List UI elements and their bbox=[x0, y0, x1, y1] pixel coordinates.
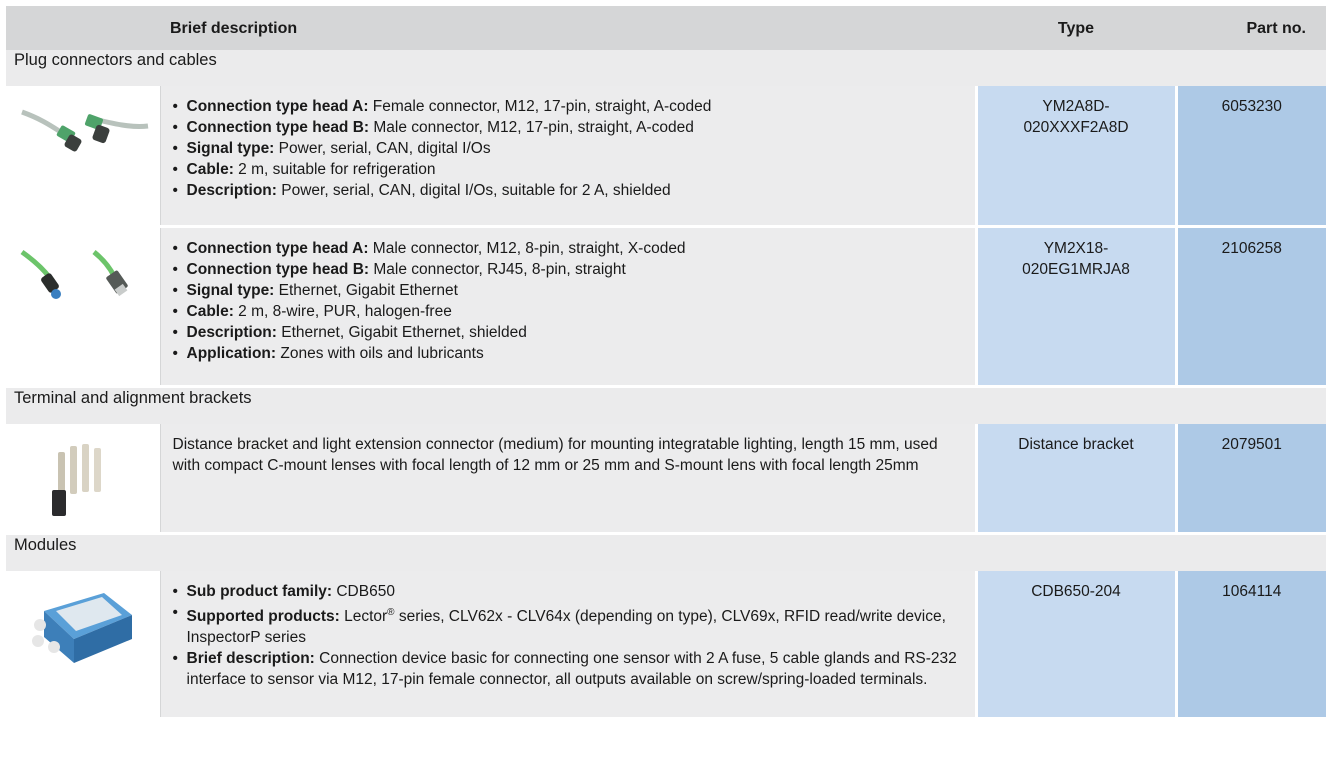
spec-value: 2 m, 8-wire, PUR, halogen-free bbox=[233, 302, 452, 320]
type-code: 020EG1MRJA8 bbox=[1022, 260, 1130, 278]
type-code: CDB650-204 bbox=[1031, 582, 1121, 600]
spec-label: Signal type: bbox=[186, 281, 275, 299]
list-item bbox=[173, 159, 965, 180]
list-item bbox=[173, 180, 965, 201]
list-item bbox=[173, 96, 965, 117]
list-item bbox=[173, 280, 965, 301]
spec-value: Male connector, M12, 8-pin, straight, X-coded bbox=[368, 239, 686, 257]
description-cell bbox=[160, 571, 976, 719]
spec-label: Sub product family: bbox=[186, 582, 333, 600]
header-type: Type bbox=[976, 6, 1176, 50]
type-code: Distance bracket bbox=[1018, 435, 1134, 453]
table-row bbox=[6, 571, 1326, 719]
spec-list bbox=[173, 581, 965, 690]
table-row bbox=[6, 86, 1326, 226]
list-item bbox=[173, 343, 965, 364]
list-item bbox=[173, 301, 965, 322]
list-item bbox=[173, 138, 965, 159]
spec-label: Signal type: bbox=[186, 140, 275, 157]
section-title: Terminal and alignment brackets bbox=[6, 386, 1326, 424]
part-number-cell: 2106258 bbox=[1176, 226, 1326, 386]
section-title: Plug connectors and cables bbox=[6, 50, 1326, 86]
spec-label: Connection type head A: bbox=[186, 98, 369, 115]
type-cell bbox=[976, 571, 1176, 719]
type-code: YM2X18- bbox=[1043, 239, 1109, 257]
type-code: 020XXXF2A8D bbox=[1023, 119, 1129, 136]
spec-label: Connection type head A: bbox=[186, 239, 369, 257]
list-item bbox=[173, 322, 965, 343]
spec-label: Description: bbox=[186, 323, 277, 341]
product-image-cell bbox=[6, 226, 160, 386]
spec-value: Ethernet, Gigabit Ethernet bbox=[274, 281, 458, 299]
description-cell: Distance bracket and light extension connector (medium) for mounting integratable lighting, length 15 mm, used with compact C-mount lenses with focal length of 12 mm or 25 mm and S-mount lens with focal length 25mm bbox=[160, 424, 976, 534]
spec-value: Female connector, M12, 17-pin, straight, A-coded bbox=[368, 98, 712, 115]
section-row-plug-connectors bbox=[6, 50, 1326, 86]
header-image-cell bbox=[6, 6, 160, 50]
spec-label: Cable: bbox=[186, 161, 234, 178]
product-image-cell bbox=[6, 86, 160, 226]
spec-value: Lector bbox=[339, 607, 388, 625]
spec-value: series, CLV62x - CLV64x (depending on type), CLV69x, RFID read/write device, InspectorP series bbox=[186, 607, 946, 646]
spec-label: Connection type head B: bbox=[186, 260, 370, 278]
list-item bbox=[173, 648, 965, 690]
spec-value: Power, serial, CAN, digital I/Os, suitable for 2 A, shielded bbox=[276, 182, 671, 199]
accessories-table bbox=[6, 6, 1326, 720]
list-item bbox=[173, 259, 965, 280]
spec-list bbox=[173, 238, 965, 364]
spec-label: Supported products: bbox=[186, 607, 340, 625]
header-description: Brief description bbox=[160, 6, 976, 50]
spec-list bbox=[173, 96, 965, 201]
spec-value: CDB650 bbox=[332, 582, 395, 600]
part-number-cell: 2079501 bbox=[1176, 424, 1326, 534]
registered-mark: ® bbox=[387, 606, 395, 618]
spec-value: Male connector, RJ45, 8-pin, straight bbox=[369, 260, 626, 278]
spec-value: 2 m, suitable for refrigeration bbox=[233, 161, 436, 178]
type-cell bbox=[976, 86, 1176, 226]
section-title: Modules bbox=[6, 533, 1326, 571]
list-item bbox=[173, 602, 965, 648]
cable-m12-rj45-icon bbox=[14, 242, 152, 322]
connection-module-icon bbox=[14, 585, 152, 665]
spec-label: Connection type head B: bbox=[186, 119, 370, 136]
section-row-brackets bbox=[6, 386, 1326, 424]
table-header-row bbox=[6, 6, 1326, 50]
spec-value: Ethernet, Gigabit Ethernet, shielded bbox=[276, 323, 527, 341]
spec-label: Brief description: bbox=[186, 649, 315, 667]
cable-m12-female-male-icon bbox=[14, 100, 152, 180]
list-item bbox=[173, 117, 965, 138]
part-number-cell: 1064114 bbox=[1176, 571, 1326, 719]
part-number-cell: 6053230 bbox=[1176, 86, 1326, 226]
type-cell bbox=[976, 226, 1176, 386]
spec-label: Description: bbox=[186, 182, 277, 199]
description-cell bbox=[160, 226, 976, 386]
product-image-cell bbox=[6, 571, 160, 719]
section-row-modules bbox=[6, 533, 1326, 571]
type-code: YM2A8D- bbox=[1042, 98, 1110, 115]
list-item bbox=[173, 238, 965, 259]
spec-label: Cable: bbox=[186, 302, 234, 320]
list-item bbox=[173, 581, 965, 602]
table-row bbox=[6, 424, 1326, 534]
spec-value: Zones with oils and lubricants bbox=[276, 344, 484, 362]
type-cell bbox=[976, 424, 1176, 534]
product-image-cell bbox=[6, 424, 160, 534]
distance-bracket-icon bbox=[14, 438, 152, 518]
header-part-no: Part no. bbox=[1176, 6, 1326, 50]
description-cell bbox=[160, 86, 976, 226]
spec-value: Male connector, M12, 17-pin, straight, A-coded bbox=[369, 119, 694, 136]
spec-value: Connection device basic for connecting one sensor with 2 A fuse, 5 cable glands and RS-232 interface to sensor via M12, 17-pin female connector, all outputs available on screw/spring-loaded terminals. bbox=[186, 649, 957, 688]
spec-value: Power, serial, CAN, digital I/Os bbox=[274, 140, 491, 157]
spec-label: Application: bbox=[186, 344, 277, 362]
table-row bbox=[6, 226, 1326, 386]
